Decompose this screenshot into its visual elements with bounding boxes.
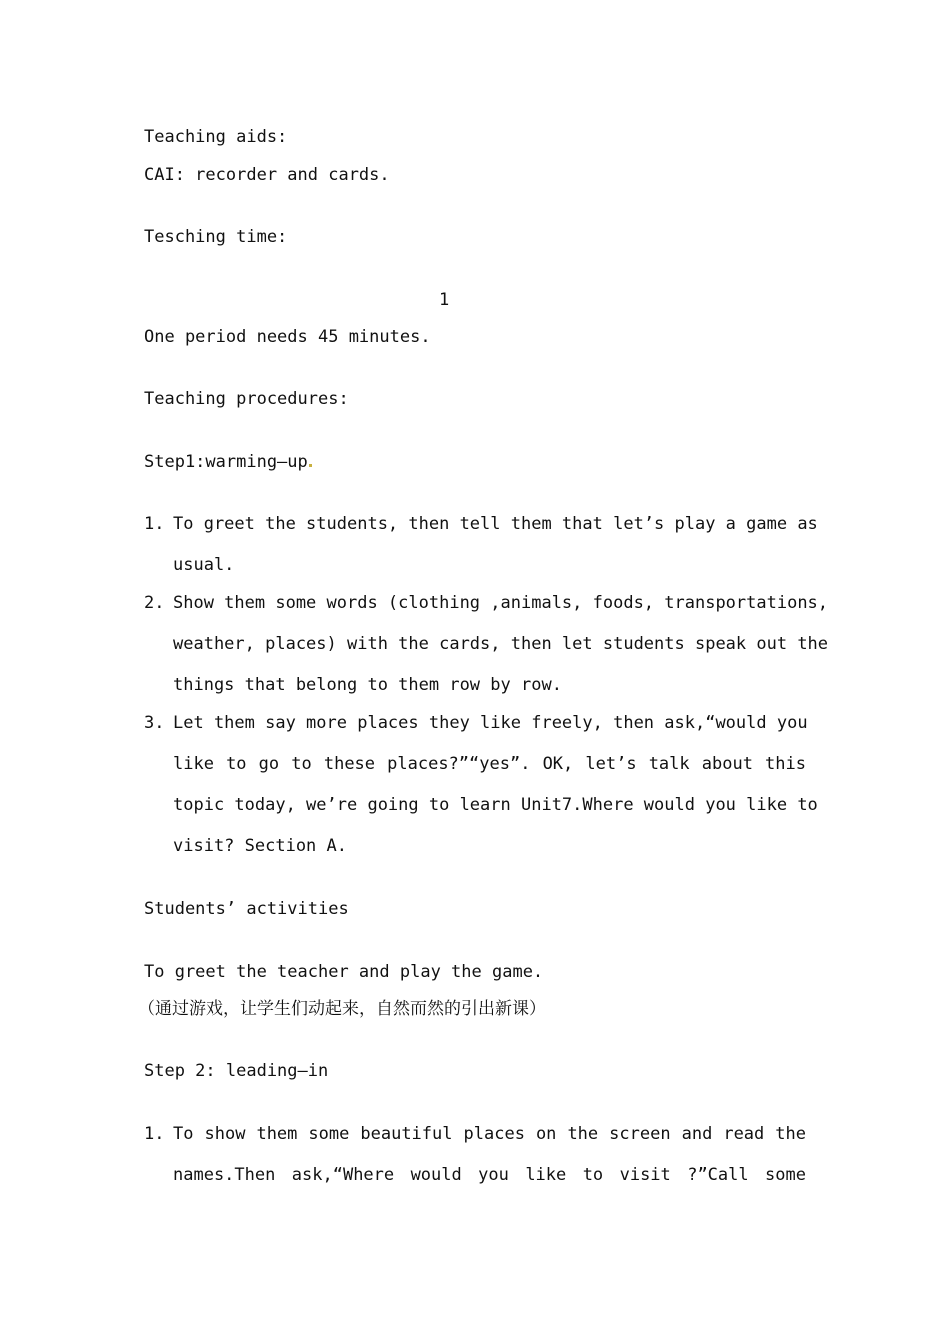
list-item-line: Let them say more places they like freely, then ask,“would you [173, 713, 808, 733]
procedures-heading: Teaching procedures: [144, 389, 349, 409]
students-activities-text: To greet the teacher and play the game. [144, 962, 544, 982]
list-item-line: usual. [173, 555, 235, 575]
list-number: 1. [144, 514, 165, 534]
list-item-line: To greet the students, then tell them that let’s play a game as [173, 514, 818, 534]
page-number: 1 [439, 290, 450, 310]
list-number: 3. [144, 713, 165, 733]
teaching-time-text: One period needs 45 minutes. [144, 327, 431, 347]
list-item-line: Show them some words (clothing ,animals, foods, transportations, [173, 593, 829, 613]
list-item-line: things that belong to them row by row. [173, 675, 562, 695]
teaching-aids-text: CAI: recorder and cards. [144, 165, 390, 185]
step2-heading: Step 2: leading—in [144, 1061, 329, 1081]
edit-mark [309, 464, 312, 467]
list-item-line: topic today, we’re going to learn Unit7.Where would you like to [173, 795, 818, 815]
list-item-line: like to go to these places?”“yes”. OK, let’s talk about this [173, 754, 806, 774]
students-activities-heading: Students’ activities [144, 899, 349, 919]
list-item-line: visit? Section A. [173, 836, 347, 856]
list-item-line: weather, places) with the cards, then let students speak out the [173, 634, 829, 654]
list-number: 2. [144, 593, 165, 613]
step1-heading-text: Step1:warming—up [144, 452, 308, 472]
step1-heading [144, 451, 312, 473]
teaching-time-heading: Tesching time: [144, 227, 288, 247]
list-number: 1. [144, 1124, 165, 1144]
list-item-line: names.Then ask,“Where would you like to visit ?”Call some [173, 1165, 806, 1185]
list-item-line: To show them some beautiful places on the screen and read the [173, 1124, 806, 1144]
teaching-aids-heading: Teaching aids: [144, 127, 288, 147]
chinese-note: （通过游戏，让学生们动起来，自然而然的引出新课） [138, 999, 546, 1019]
